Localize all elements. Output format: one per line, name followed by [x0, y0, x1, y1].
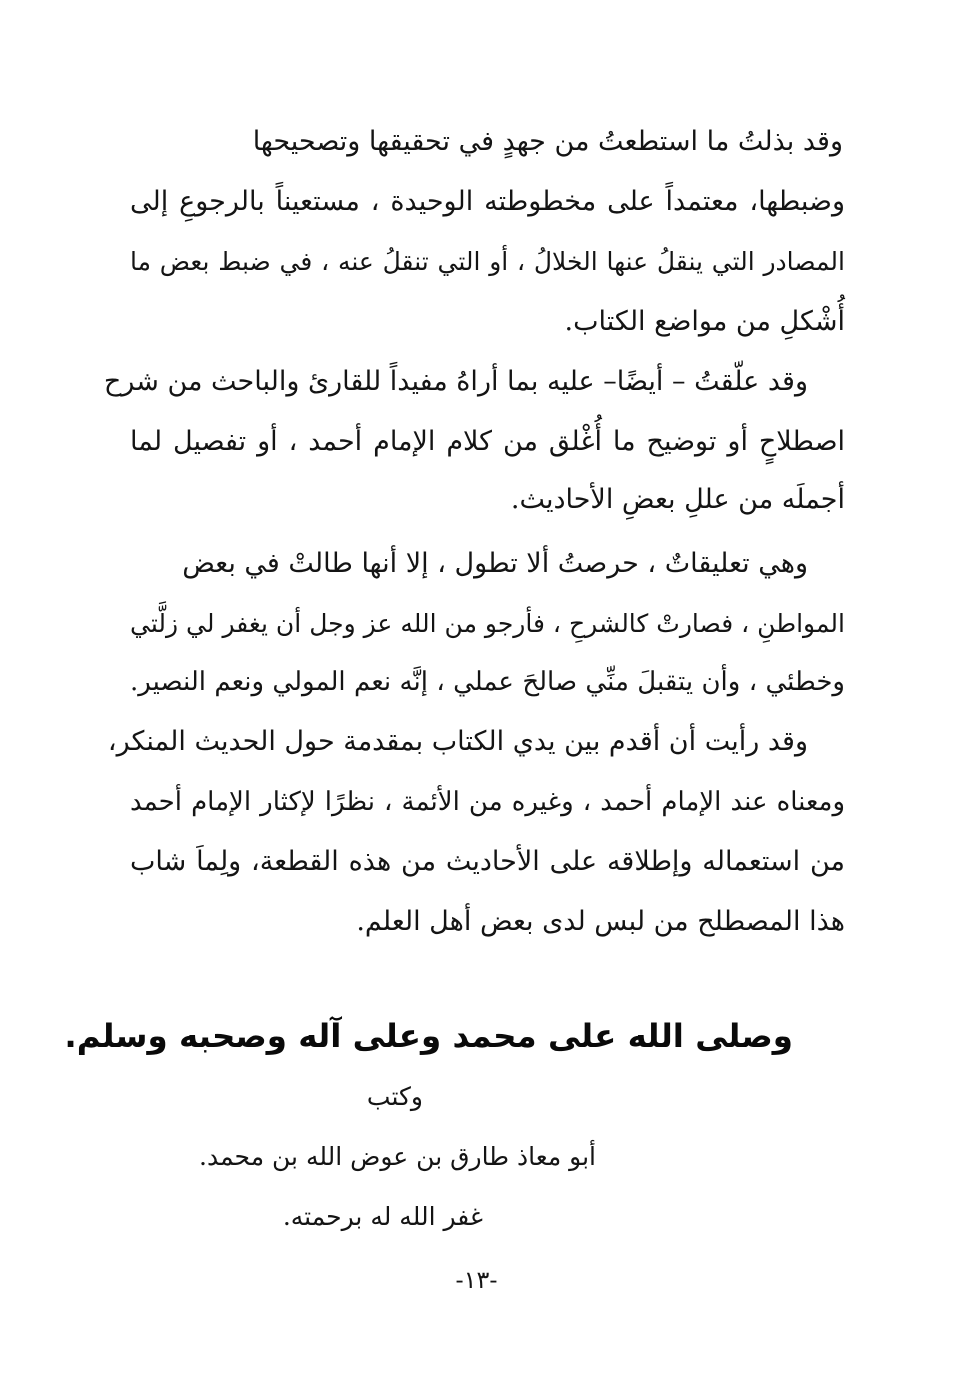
paragraph-4-line-2: ومعناه عند الإمام أحمد ، وغيره من الأئمة ، نظرًا لإكثار الإمام أحمد — [130, 787, 845, 817]
page-number: -١٣- — [455, 1266, 498, 1294]
paragraph-1-line-1: وقد بذلتُ ما استطعتُ من جهدٍ في تحقيقها وتصحيحها — [252, 126, 843, 157]
paragraph-1-line-3: المصادر التي ينقلُ عنها الخلالُ ، أو التي تنقلُ عنه ، في ضبط بعض ما — [130, 247, 845, 276]
paragraph-2-line-2: اصطلاحٍ أو توضيح ما أُغْلق من كلام الإمام أحمد ، أو تفصيل لما — [130, 426, 845, 457]
paragraph-1-line-2: وضبطها، معتمداً على مخطوطته الوحيدة ، مستعيناً بالرجوعِ إلى — [130, 186, 845, 217]
signature-author: أبو معاذ طارق بن عوض الله بن محمد. — [199, 1142, 596, 1171]
paragraph-4-line-3: من استعماله وإطلاقه على الأحاديث من هذه القطعة، ولِماَ شاب — [130, 846, 845, 877]
paragraph-3-line-1: وهي تعليقاتٌ ، حرصتُ ألا تطول ، إلا أنها طالتْ في بعض — [182, 548, 808, 579]
paragraph-3-line-3: وخطئي ، وأن يتقبلَ منِّي صالحَ عملي ، إنَّه نعم المولي ونعم النصير. — [130, 667, 845, 697]
paragraph-4-line-1: وقد رأيت أن أقدم بين يدي الكتاب بمقدمة حول الحديث المنكر، — [107, 726, 808, 757]
signature-prayer: غفر الله له برحمته. — [282, 1202, 483, 1231]
paragraph-1-line-4: أُشْكلِ من مواضع الكتاب. — [564, 306, 845, 337]
paragraph-2-line-3: أجملَه من عللِ بعضِ الأحاديث. — [510, 484, 845, 515]
paragraph-2-line-1: وقد علّقتُ – أيضًا– عليه بما أراهُ مفيداً للقارئ والباحث من شرح — [103, 366, 808, 397]
paragraph-3-line-2: المواطنِ ، فصارتْ كالشرحِ ، فأرجو من الله عز وجل أن يغفر لي زلَّتي — [130, 609, 845, 638]
paragraph-4-line-4: هذا المصطلح من لبس لدى بعض أهل العلم. — [356, 906, 845, 937]
closing-blessing: وصلى الله على محمد وعلى آله وصحبه وسلم. — [64, 1017, 793, 1055]
signature-wrote: وكتب — [366, 1082, 423, 1111]
